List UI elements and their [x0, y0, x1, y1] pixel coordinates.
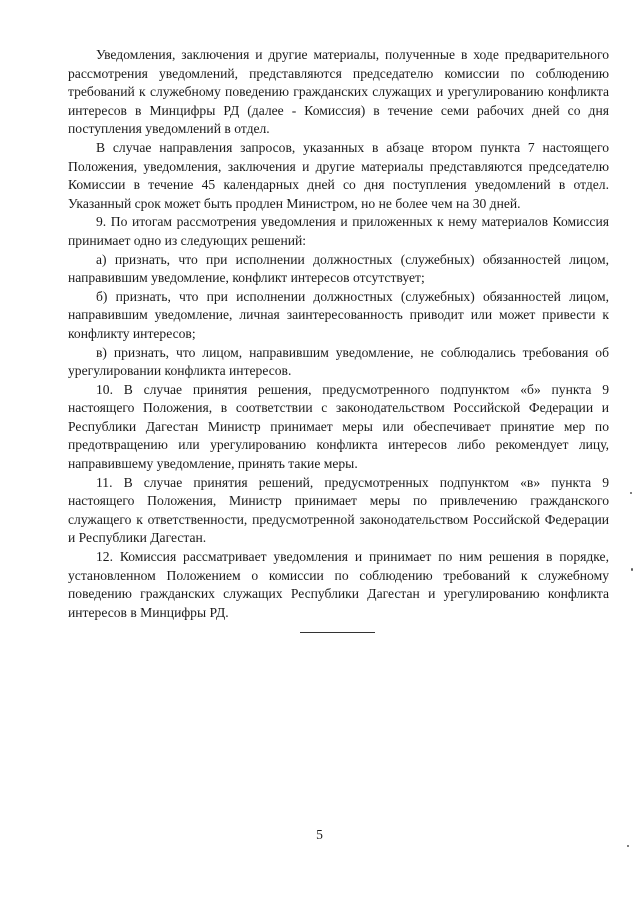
paragraph-notifications-submission: Уведомления, заключения и другие материалы, полученные в ходе предварительного рассмотрения уведомлений, представляются председателю комиссии по соблюдению требований к служебному поведению гражданских служащих и урегулированию конфликта интересов в Минцифры РД (далее - Комиссия) в течение семи рабочих дней со дня поступления уведомлений в отдел.: [68, 47, 609, 137]
paragraph-item-9b: б) признать, что при исполнении должностных (служебных) обязанностей лицом, направившим уведомление, личная заинтересованность приводит или может привести к конфликту интересов;: [68, 288, 609, 341]
page-number: 5: [316, 827, 323, 842]
scan-speck: [627, 845, 629, 847]
paragraph-requests-deadline: В случае направления запросов, указанных в абзаце втором пункта 7 настоящего Положения, уведомления, заключения и другие материалы представляются председателю Комиссии в течение 45 календарных дней со дня поступления уведомлений в отдел. Указанный срок может быть продлен Министром, но не более чем на 30 дней.: [68, 139, 609, 211]
paragraph-item-9v: в) признать, что лицом, направившим уведомление, не соблюдались требования об урегулировании конфликта интересов.: [68, 344, 609, 379]
paragraph-item-9: 9. По итогам рассмотрения уведомления и приложенных к нему материалов Комиссия принимает одно из следующих решений:: [68, 214, 609, 248]
paragraph-item-11: 11. В случае принятия решений, предусмотренных подпунктом «в» пункта 9 настоящего Положения, Министр принимает меры по привлечению гражданского служащего к ответственности, предусмотренной законодательством Российской Федерации и Республики Дагестан.: [68, 474, 609, 546]
paragraph-item-10: 10. В случае принятия решения, предусмотренного подпунктом «б» пункта 9 настоящего Положения, в соответствии с законодательством Российской Федерации и Республики Дагестан Министр принимает меры или обеспечивает принятие мер по предотвращению или урегулированию конфликта интересов либо рекомендует лицу, направившему уведомление, принять такие меры.: [68, 381, 609, 472]
document-body: [68, 46, 609, 622]
end-divider: [300, 632, 375, 633]
scan-speck: [630, 492, 632, 494]
scan-speck: [631, 568, 633, 571]
paragraph-item-9a: а) признать, что при исполнении должностных (служебных) обязанностей лицом, направившим уведомление, конфликт интересов отсутствует;: [68, 251, 609, 286]
paragraph-item-12: 12. Комиссия рассматривает уведомления и принимает по ним решения в порядке, установленном Положением о комиссии по соблюдению требований к служебному поведению гражданских служащих Республики Дагестан и урегулированию конфликта интересов в Минцифры РД.: [68, 549, 609, 620]
